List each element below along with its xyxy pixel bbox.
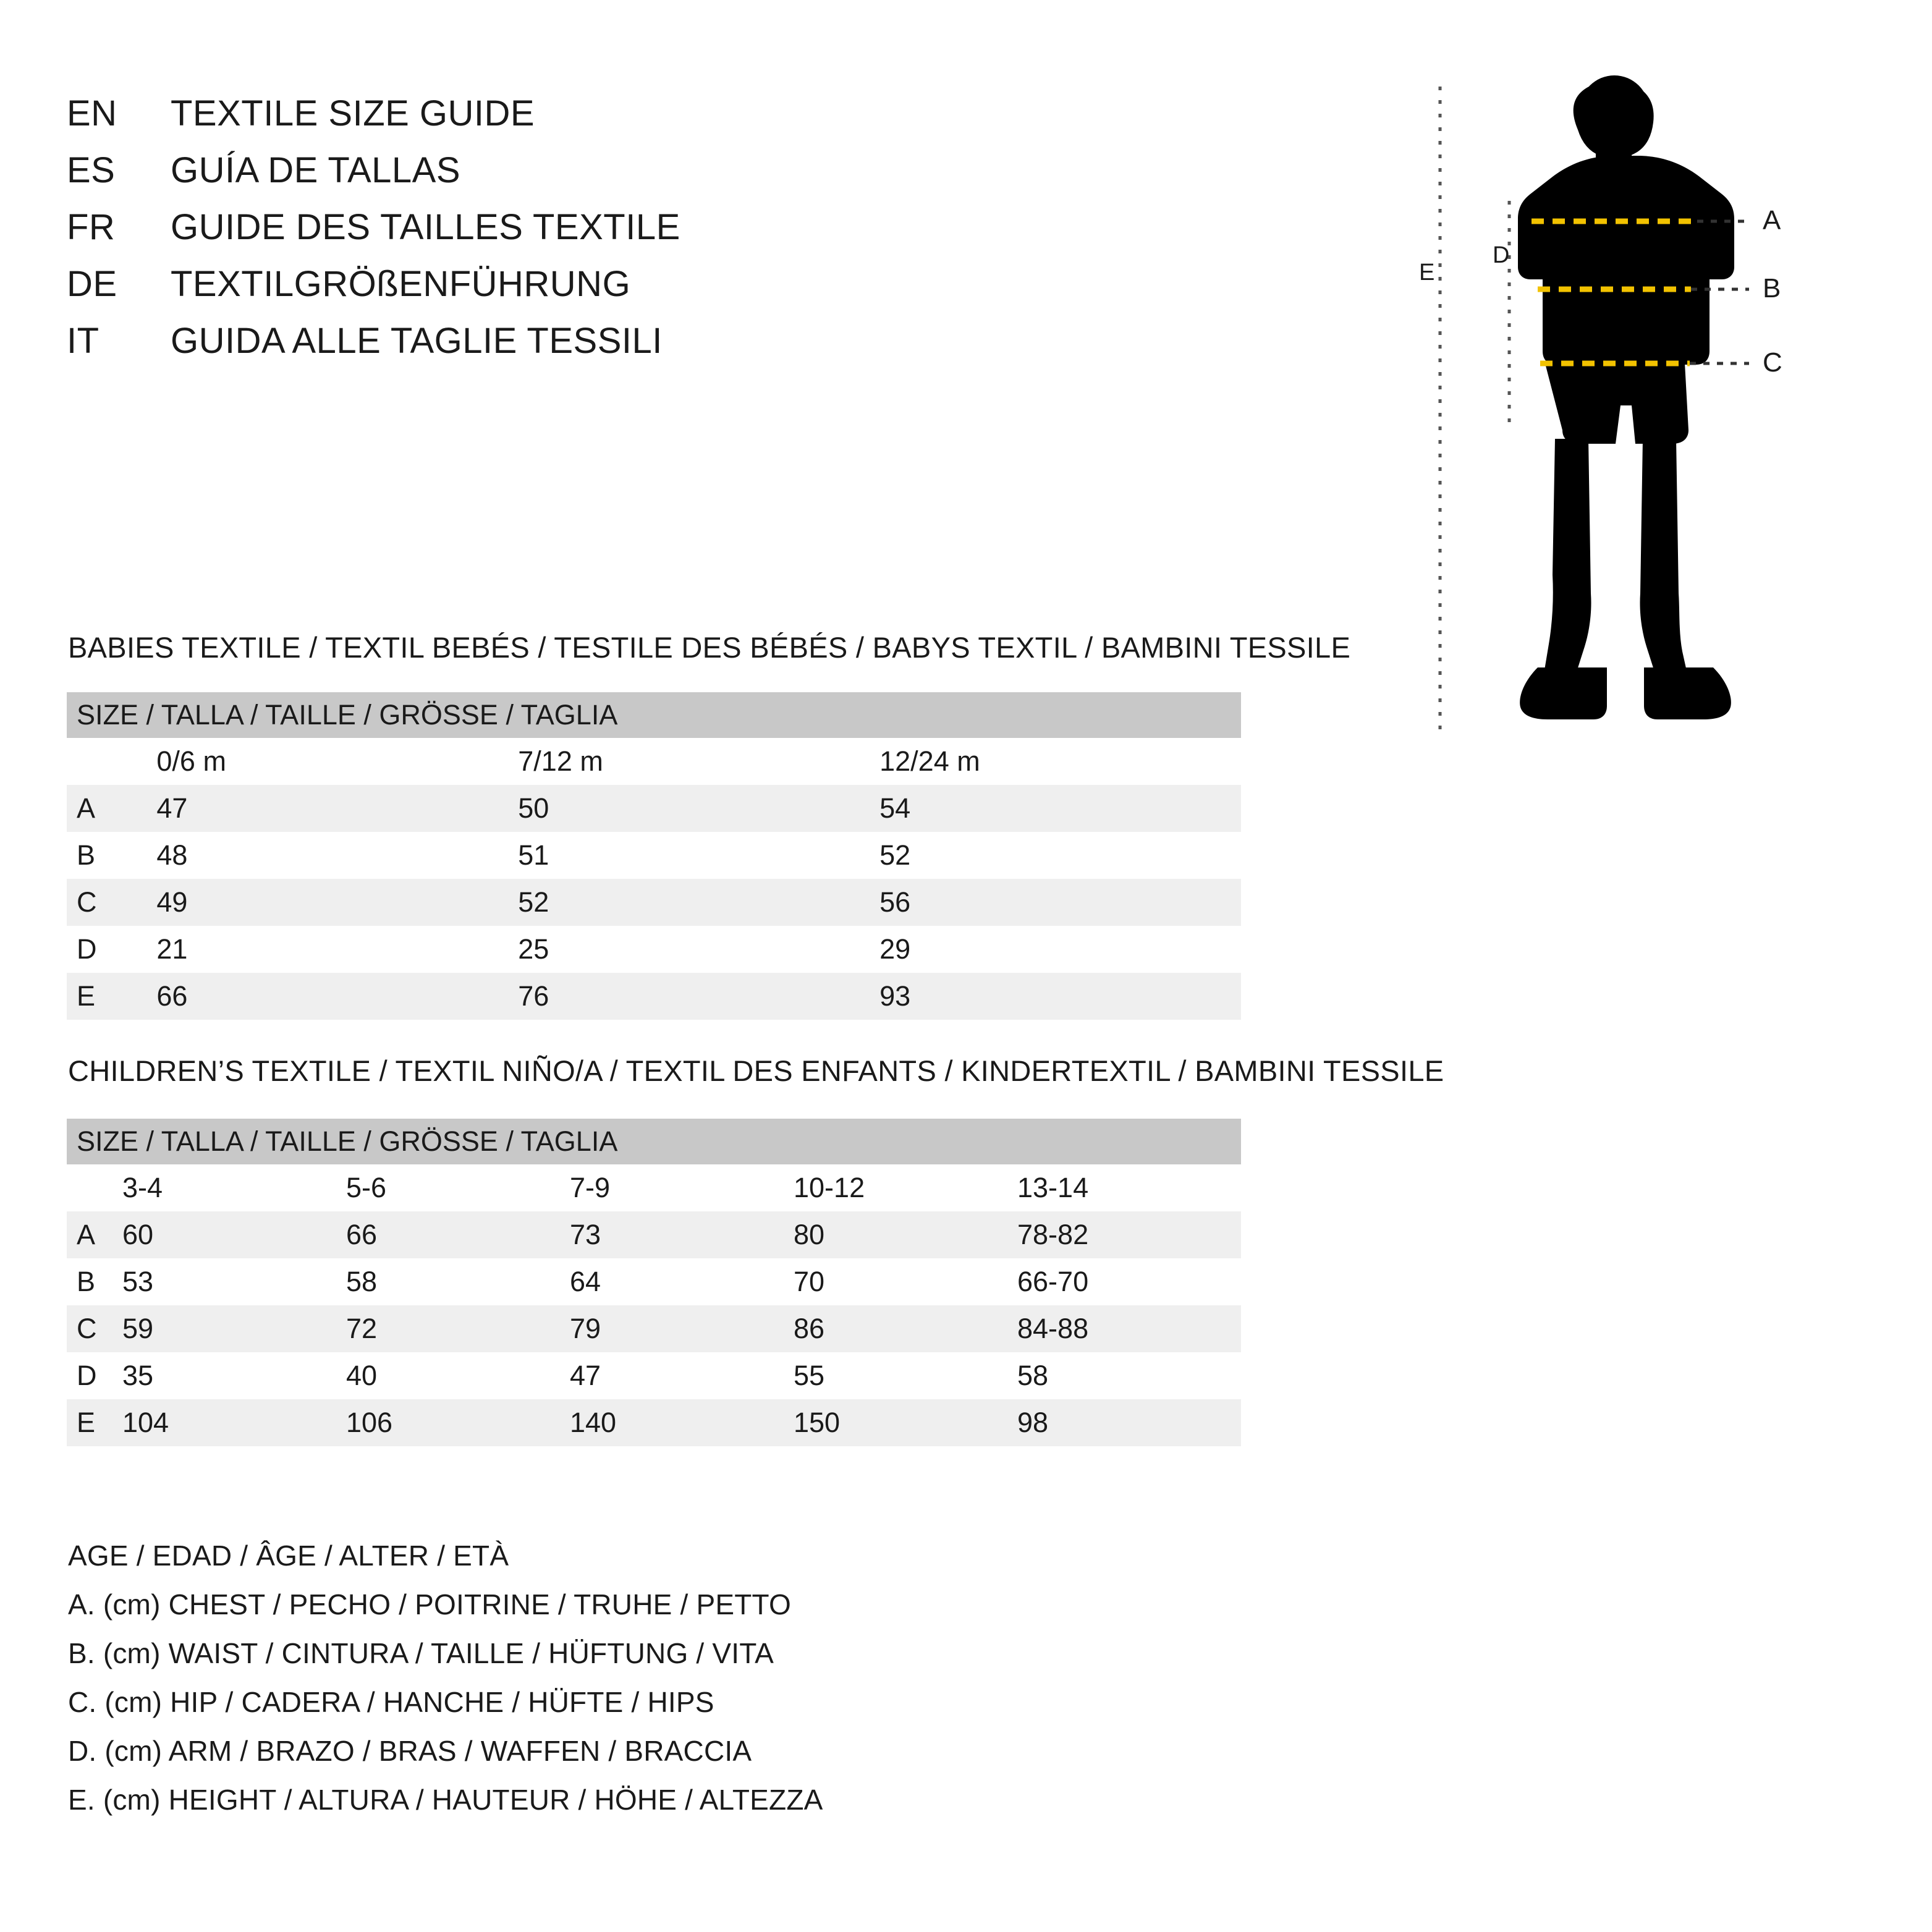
column-header: 3-4 (122, 1164, 346, 1211)
children-size-table (67, 1119, 1241, 1446)
table-cell: 60 (122, 1211, 346, 1258)
language-title: GUÍA DE TALLAS (171, 150, 461, 190)
language-title: GUIDA ALLE TAGLIE TESSILI (171, 321, 663, 361)
table-row (67, 785, 1241, 832)
table-cell: 106 (346, 1399, 570, 1446)
legend-line-c: C. (cm) HIP / CADERA / HANCHE / HÜFTE / HIPS (68, 1686, 714, 1718)
language-title: TEXTILGRÖßENFÜHRUNG (171, 264, 631, 304)
table-cell: 66 (156, 973, 518, 1020)
babies-header-label: SIZE / TALLA / TAILLE / GRÖSSE / TAGLIA (67, 692, 1241, 738)
table-cell: 76 (518, 973, 879, 1020)
table-cell: 79 (570, 1305, 794, 1352)
language-row-de (67, 263, 870, 320)
table-cell: 56 (879, 879, 1241, 926)
row-label: B (67, 1258, 122, 1305)
table-row (67, 926, 1241, 973)
table-row (67, 1305, 1241, 1352)
column-header: 5-6 (346, 1164, 570, 1211)
language-title: GUIDE DES TAILLES TEXTILE (171, 207, 680, 247)
babies-size-table (67, 692, 1241, 1020)
table-cell: 93 (879, 973, 1241, 1020)
language-code: EN (67, 93, 117, 133)
table-cell: 72 (346, 1305, 570, 1352)
language-code: FR (67, 207, 116, 247)
table-cell: 40 (346, 1352, 570, 1399)
row-label: E (67, 1399, 122, 1446)
language-title: TEXTILE SIZE GUIDE (171, 93, 535, 133)
figure-label-b: B (1763, 273, 1781, 303)
child-silhouette-diagram (1397, 74, 1891, 754)
table-cell: 47 (570, 1352, 794, 1399)
row-label: D (67, 1352, 122, 1399)
table-cell: 48 (156, 832, 518, 879)
table-cell: 70 (794, 1258, 1017, 1305)
table-header-bar (67, 1119, 1241, 1164)
table-cell: 104 (122, 1399, 346, 1446)
row-label: A (67, 1211, 122, 1258)
table-cell: 29 (879, 926, 1241, 973)
table-cell: 78-82 (1017, 1211, 1241, 1258)
babies-section-title: BABIES TEXTILE / TEXTIL BEBÉS / TESTILE DES BÉBÉS / BABYS TEXTIL / BAMBINI TESSILE (68, 631, 1351, 664)
column-header: 7/12 m (518, 738, 879, 785)
table-cell: 53 (122, 1258, 346, 1305)
legend-line-d: D. (cm) ARM / BRAZO / BRAS / WAFFEN / BRACCIA (68, 1735, 752, 1767)
table-cell: 52 (879, 832, 1241, 879)
column-header: 7-9 (570, 1164, 794, 1211)
legend-line-b: B. (cm) WAIST / CINTURA / TAILLE / HÜFTUNG / VITA (68, 1637, 774, 1669)
language-row-es (67, 150, 870, 206)
figure-label-c: C (1763, 347, 1782, 378)
table-cell: 21 (156, 926, 518, 973)
table-cell: 140 (570, 1399, 794, 1446)
legend-line-e: E. (cm) HEIGHT / ALTURA / HAUTEUR / HÖHE / ALTEZZA (68, 1784, 823, 1816)
table-cell: 58 (1017, 1352, 1241, 1399)
language-title-list (67, 93, 870, 377)
language-code: DE (67, 264, 117, 304)
table-cell: 66 (346, 1211, 570, 1258)
row-label: A (67, 785, 156, 832)
row-label: E (67, 973, 156, 1020)
row-label (67, 738, 156, 785)
legend-line-a: A. (cm) CHEST / PECHO / POITRINE / TRUHE / PETTO (68, 1588, 791, 1621)
table-cell: 86 (794, 1305, 1017, 1352)
table-cell: 98 (1017, 1399, 1241, 1446)
language-code: ES (67, 150, 116, 190)
figure-label-a: A (1763, 205, 1781, 235)
table-row (67, 879, 1241, 926)
row-label: C (67, 879, 156, 926)
table-row (67, 1164, 1241, 1211)
table-row (67, 738, 1241, 785)
silhouette-shape (1518, 75, 1734, 719)
table-cell: 47 (156, 785, 518, 832)
table-cell: 59 (122, 1305, 346, 1352)
column-header: 12/24 m (879, 738, 1241, 785)
row-label: B (67, 832, 156, 879)
table-cell: 58 (346, 1258, 570, 1305)
table-row (67, 973, 1241, 1020)
language-row-en (67, 93, 870, 150)
table-header-bar (67, 692, 1241, 738)
figure-label-e: E (1419, 260, 1435, 286)
figure-label-d: D (1493, 242, 1510, 268)
measurement-legend (68, 1539, 1304, 1832)
legend-line-age: AGE / EDAD / ÂGE / ALTER / ETÀ (68, 1540, 509, 1572)
table-cell: 84-88 (1017, 1305, 1241, 1352)
measurement-figure (1397, 74, 1891, 754)
children-section-title: CHILDREN’S TEXTILE / TEXTIL NIÑO/A / TEXTIL DES ENFANTS / KINDERTEXTIL / BAMBINI TESSILE (68, 1054, 1444, 1087)
table-cell: 49 (156, 879, 518, 926)
table-cell: 73 (570, 1211, 794, 1258)
table-cell: 25 (518, 926, 879, 973)
table-row (67, 1352, 1241, 1399)
table-cell: 54 (879, 785, 1241, 832)
row-label: D (67, 926, 156, 973)
table-cell: 64 (570, 1258, 794, 1305)
table-cell: 50 (518, 785, 879, 832)
table-cell: 52 (518, 879, 879, 926)
table-row (67, 832, 1241, 879)
column-header: 13-14 (1017, 1164, 1241, 1211)
table-cell: 150 (794, 1399, 1017, 1446)
row-label (67, 1164, 122, 1211)
table-cell: 55 (794, 1352, 1017, 1399)
table-cell: 51 (518, 832, 879, 879)
row-label: C (67, 1305, 122, 1352)
table-cell: 80 (794, 1211, 1017, 1258)
table-row (67, 1211, 1241, 1258)
table-cell: 35 (122, 1352, 346, 1399)
children-header-label: SIZE / TALLA / TAILLE / GRÖSSE / TAGLIA (67, 1119, 1241, 1164)
language-row-it (67, 320, 870, 377)
column-header: 10-12 (794, 1164, 1017, 1211)
language-row-fr (67, 206, 870, 263)
language-code: IT (67, 321, 100, 361)
column-header: 0/6 m (156, 738, 518, 785)
table-row (67, 1399, 1241, 1446)
table-row (67, 1258, 1241, 1305)
table-cell: 66-70 (1017, 1258, 1241, 1305)
